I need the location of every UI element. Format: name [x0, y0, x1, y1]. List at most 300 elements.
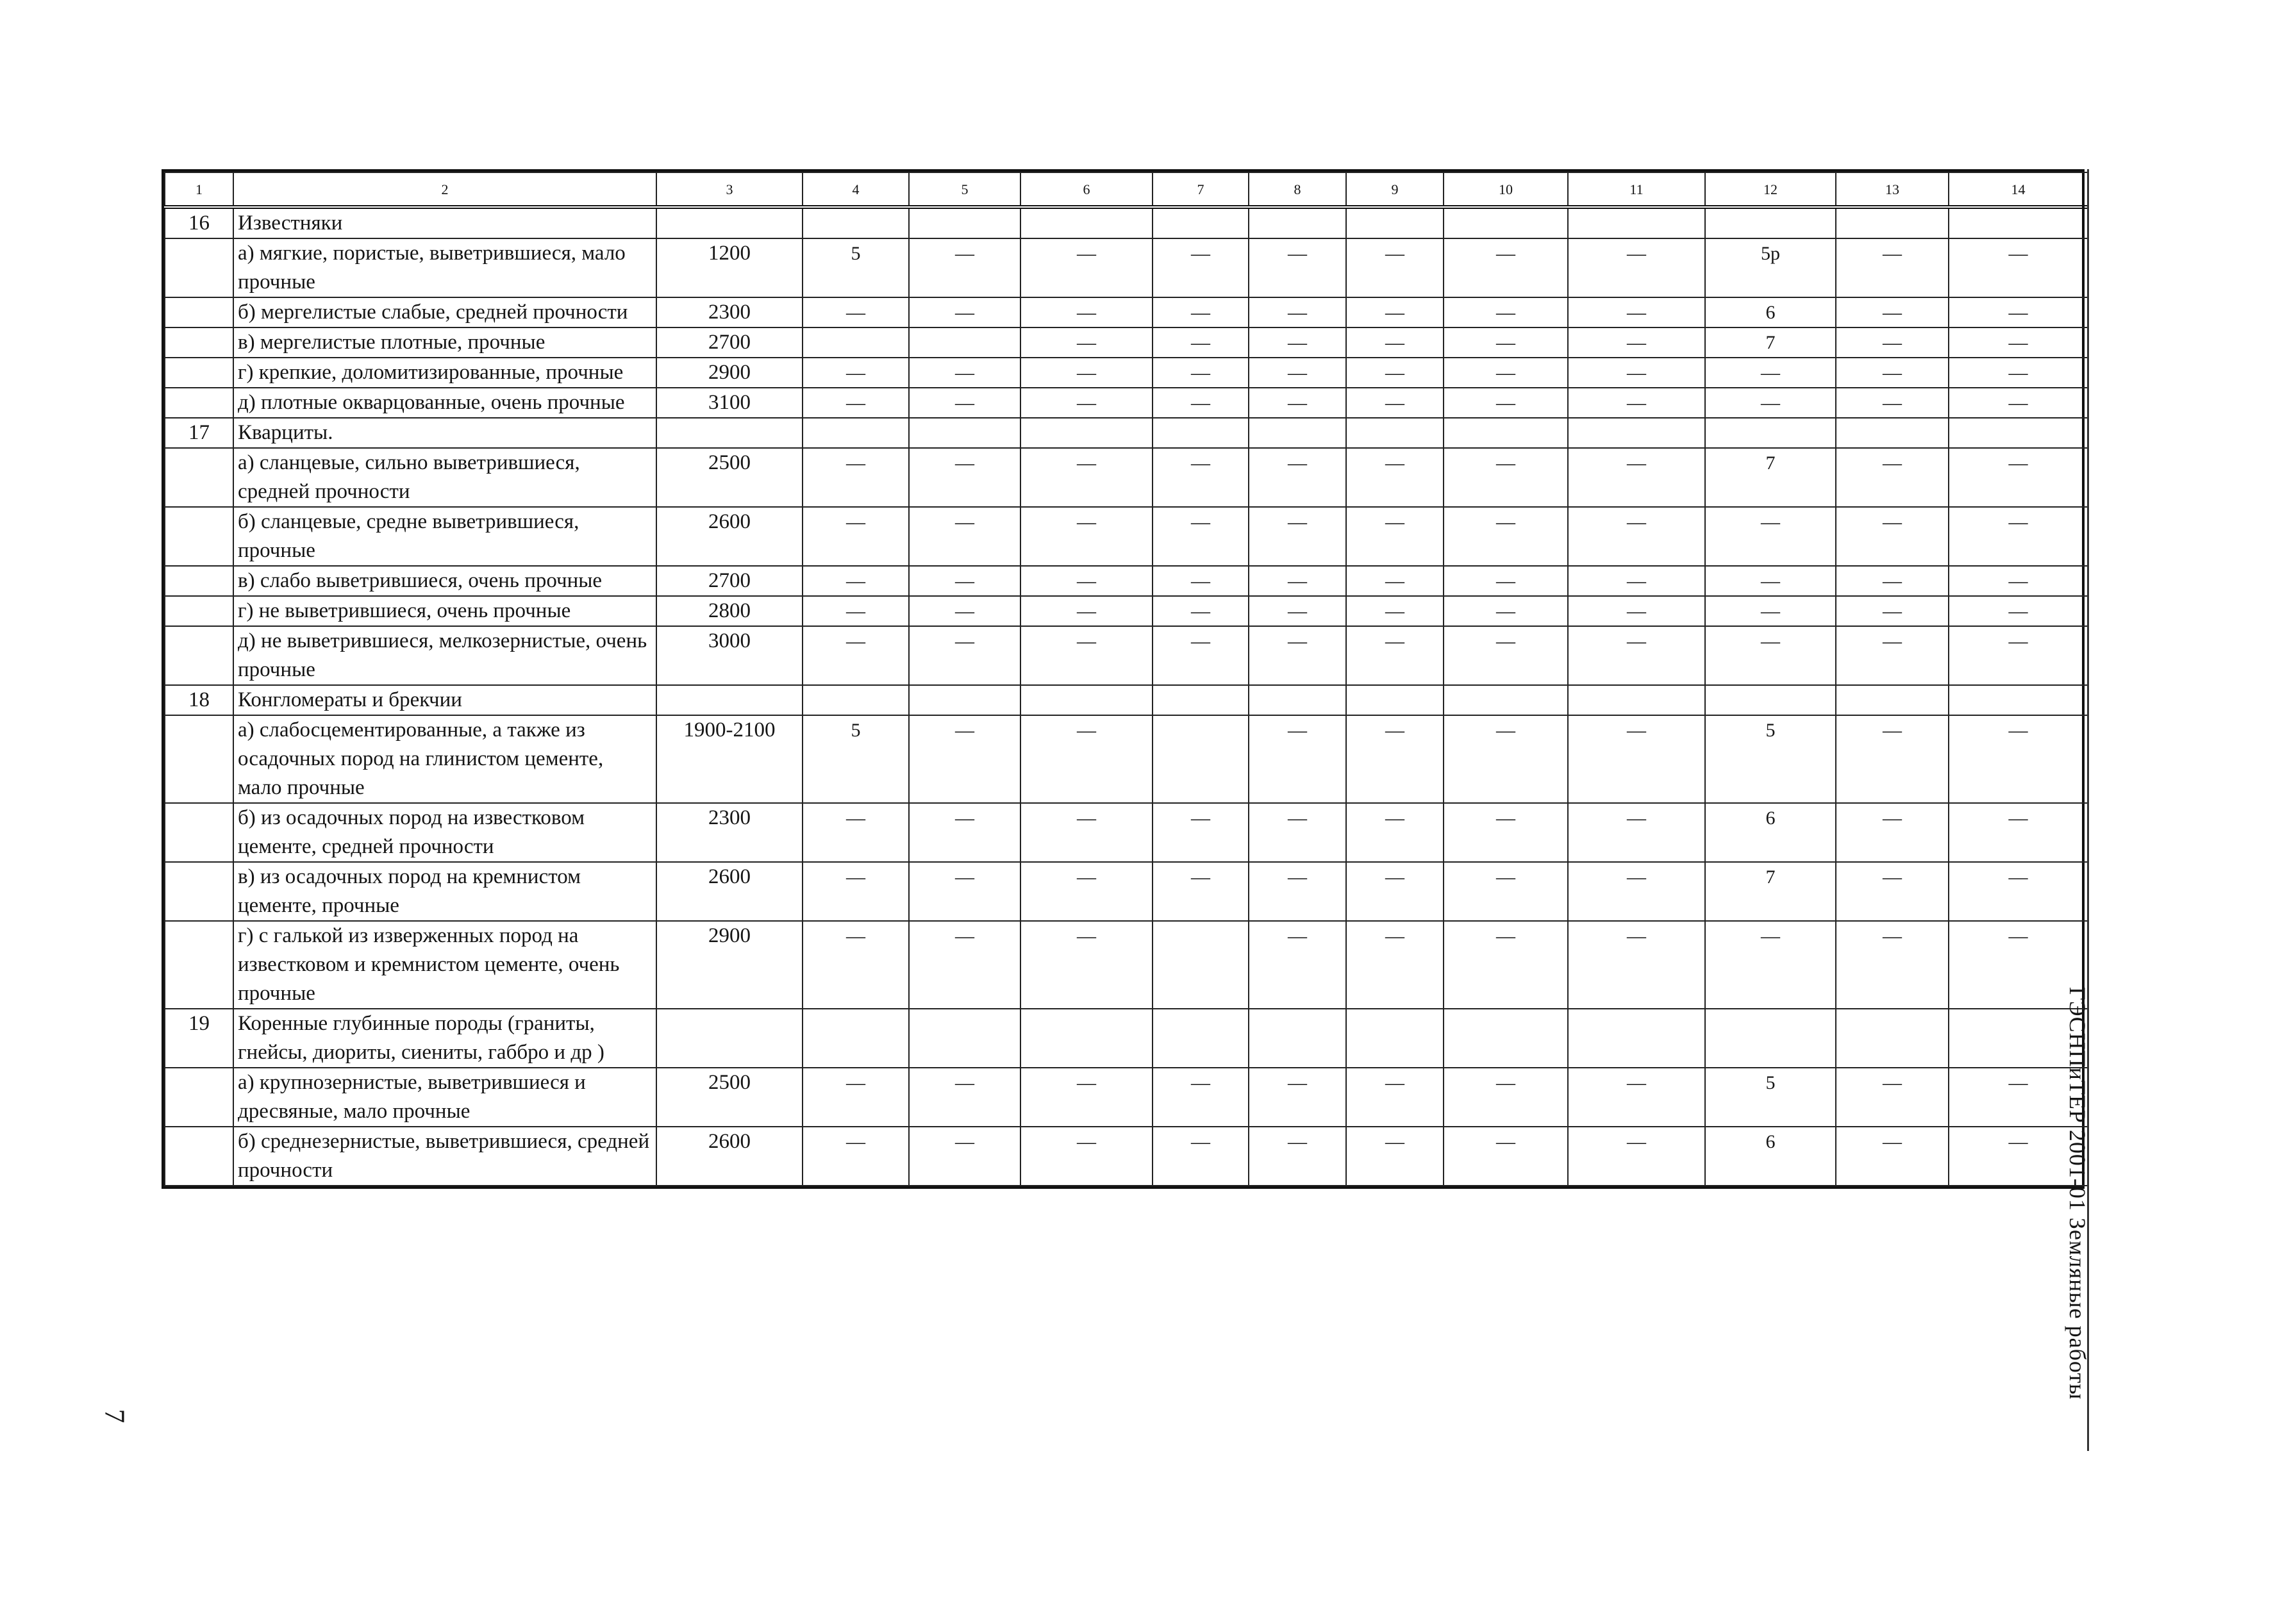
group-cell-col-4: —	[803, 862, 909, 921]
group-cell-col-14	[1949, 418, 2088, 448]
group-cell-col-4	[803, 1009, 909, 1068]
group-cell-col-10: —	[1444, 358, 1568, 388]
group-cell-col-4: —	[803, 358, 909, 388]
group-cell-col-7	[1153, 921, 1249, 1009]
group-cell-col-6: —	[1020, 388, 1153, 418]
group-cell-col-11: —	[1568, 448, 1705, 507]
group-cell-col-12	[1705, 418, 1836, 448]
rock-description: б) мергелистые слабые, средней прочности	[233, 297, 656, 327]
rock-description: а) сланцевые, сильно выветрившиеся, средней прочности	[233, 448, 656, 507]
density-value: 2700	[656, 566, 803, 596]
group-cell-col-14	[1949, 685, 2088, 715]
group-cell-col-13: —	[1836, 327, 1949, 358]
group-cell-col-10: —	[1444, 715, 1568, 803]
rock-description: а) мягкие, пористые, выветрившиеся, мало прочные	[233, 238, 656, 297]
density-value	[656, 685, 803, 715]
group-cell-col-11: —	[1568, 297, 1705, 327]
rock-description: а) слабосцементированные, а также из осадочных пород на глинистом цементе, мало прочные	[233, 715, 656, 803]
row-number	[165, 388, 233, 418]
group-cell-col-7: —	[1153, 596, 1249, 626]
table-row	[165, 327, 2088, 358]
group-cell-col-7	[1153, 418, 1249, 448]
group-cell-col-9: —	[1346, 596, 1444, 626]
group-cell-col-8: —	[1249, 297, 1346, 327]
column-header-14: 14	[1949, 172, 2088, 207]
group-cell-col-4	[803, 207, 909, 238]
group-cell-col-6: —	[1020, 238, 1153, 297]
group-cell-col-12: 5	[1705, 715, 1836, 803]
group-cell-col-7	[1153, 715, 1249, 803]
table-row	[165, 388, 2088, 418]
rock-description: д) плотные окварцованные, очень прочные	[233, 388, 656, 418]
group-cell-col-12: 6	[1705, 803, 1836, 862]
table-row	[165, 566, 2088, 596]
rock-description: г) крепкие, доломитизированные, прочные	[233, 358, 656, 388]
group-cell-col-4	[803, 418, 909, 448]
group-cell-col-6: —	[1020, 596, 1153, 626]
group-cell-col-13: —	[1836, 507, 1949, 566]
group-cell-col-13: —	[1836, 803, 1949, 862]
rock-description: г) с галькой из изверженных пород на известковом и кремнистом цементе, очень прочные	[233, 921, 656, 1009]
group-cell-col-12: —	[1705, 358, 1836, 388]
group-cell-col-13: —	[1836, 596, 1949, 626]
group-cell-col-8: —	[1249, 238, 1346, 297]
group-cell-col-12: —	[1705, 566, 1836, 596]
row-number: 18	[165, 685, 233, 715]
group-cell-col-6: —	[1020, 327, 1153, 358]
group-cell-col-4	[803, 685, 909, 715]
group-cell-col-4: —	[803, 388, 909, 418]
density-value: 2300	[656, 297, 803, 327]
table-row	[165, 685, 2088, 715]
row-number: 16	[165, 207, 233, 238]
group-cell-col-6	[1020, 418, 1153, 448]
density-value: 2700	[656, 327, 803, 358]
row-number	[165, 1068, 233, 1127]
table-body	[165, 207, 2088, 1186]
group-cell-col-10: —	[1444, 297, 1568, 327]
row-number	[165, 566, 233, 596]
group-cell-col-7: —	[1153, 803, 1249, 862]
group-cell-col-10	[1444, 1009, 1568, 1068]
group-cell-col-7: —	[1153, 862, 1249, 921]
group-cell-col-13: —	[1836, 238, 1949, 297]
density-value: 2600	[656, 507, 803, 566]
group-cell-col-14: —	[1949, 388, 2088, 418]
group-cell-col-12: 6	[1705, 297, 1836, 327]
group-cell-col-5: —	[909, 388, 1020, 418]
density-value	[656, 1009, 803, 1068]
group-cell-col-4: —	[803, 803, 909, 862]
column-header-12: 12	[1705, 172, 1836, 207]
row-number	[165, 921, 233, 1009]
row-number	[165, 862, 233, 921]
row-number	[165, 238, 233, 297]
group-cell-col-11	[1568, 1009, 1705, 1068]
group-cell-col-7: —	[1153, 1127, 1249, 1186]
table-row	[165, 1068, 2088, 1127]
group-cell-col-10: —	[1444, 862, 1568, 921]
group-cell-col-12	[1705, 1009, 1836, 1068]
column-header-1: 1	[165, 172, 233, 207]
group-cell-col-12	[1705, 685, 1836, 715]
rock-description: г) не выветрившиеся, очень прочные	[233, 596, 656, 626]
table-row	[165, 507, 2088, 566]
density-value: 2600	[656, 1127, 803, 1186]
group-cell-col-8: —	[1249, 327, 1346, 358]
group-cell-col-4: 5	[803, 715, 909, 803]
group-cell-col-5	[909, 1009, 1020, 1068]
group-cell-col-8: —	[1249, 566, 1346, 596]
group-cell-col-6: —	[1020, 358, 1153, 388]
group-cell-col-6: —	[1020, 1127, 1153, 1186]
group-cell-col-5	[909, 685, 1020, 715]
group-cell-col-6	[1020, 685, 1153, 715]
column-header-13: 13	[1836, 172, 1949, 207]
group-cell-col-6: —	[1020, 566, 1153, 596]
group-cell-col-8: —	[1249, 626, 1346, 685]
group-cell-col-8: —	[1249, 1068, 1346, 1127]
group-cell-col-14: —	[1949, 448, 2088, 507]
group-cell-col-12: 5	[1705, 1068, 1836, 1127]
group-cell-col-11: —	[1568, 507, 1705, 566]
group-cell-col-13: —	[1836, 297, 1949, 327]
density-value: 2900	[656, 358, 803, 388]
group-cell-col-8: —	[1249, 803, 1346, 862]
group-cell-col-6	[1020, 1009, 1153, 1068]
group-cell-col-9	[1346, 685, 1444, 715]
density-value	[656, 207, 803, 238]
group-cell-col-4: —	[803, 626, 909, 685]
group-cell-col-11: —	[1568, 566, 1705, 596]
row-number: 17	[165, 418, 233, 448]
group-cell-col-5: —	[909, 715, 1020, 803]
group-cell-col-9	[1346, 418, 1444, 448]
group-cell-col-11: —	[1568, 803, 1705, 862]
group-cell-col-5: —	[909, 921, 1020, 1009]
group-cell-col-11: —	[1568, 626, 1705, 685]
table-row	[165, 297, 2088, 327]
group-cell-col-10	[1444, 418, 1568, 448]
table-row	[165, 626, 2088, 685]
group-cell-col-4: —	[803, 507, 909, 566]
group-cell-col-8: —	[1249, 358, 1346, 388]
group-cell-col-6: —	[1020, 626, 1153, 685]
table-row	[165, 803, 2088, 862]
group-cell-col-6: —	[1020, 1068, 1153, 1127]
group-cell-col-5: —	[909, 297, 1020, 327]
group-cell-col-11: —	[1568, 358, 1705, 388]
table-row	[165, 238, 2088, 297]
density-value	[656, 418, 803, 448]
group-cell-col-12: 7	[1705, 862, 1836, 921]
group-cell-col-13: —	[1836, 626, 1949, 685]
group-cell-col-9: —	[1346, 921, 1444, 1009]
group-cell-col-11: —	[1568, 715, 1705, 803]
group-cell-col-9: —	[1346, 388, 1444, 418]
group-cell-col-14: —	[1949, 862, 2088, 921]
group-cell-col-4: —	[803, 566, 909, 596]
group-cell-col-8	[1249, 207, 1346, 238]
group-cell-col-9: —	[1346, 358, 1444, 388]
density-value: 2300	[656, 803, 803, 862]
group-cell-col-14: —	[1949, 803, 2088, 862]
group-cell-col-9: —	[1346, 862, 1444, 921]
group-cell-col-7	[1153, 685, 1249, 715]
group-cell-col-4: —	[803, 1068, 909, 1127]
group-cell-col-10: —	[1444, 626, 1568, 685]
table-row	[165, 862, 2088, 921]
column-header-3: 3	[656, 172, 803, 207]
group-cell-col-5: —	[909, 1068, 1020, 1127]
group-cell-col-5: —	[909, 596, 1020, 626]
group-cell-col-10: —	[1444, 238, 1568, 297]
rock-description: Известняки	[233, 207, 656, 238]
group-cell-col-14: —	[1949, 596, 2088, 626]
group-cell-col-13: —	[1836, 862, 1949, 921]
rock-description: Коренные глубинные породы (граниты, гнейсы, диориты, сиениты, габбро и др )	[233, 1009, 656, 1068]
group-cell-col-14	[1949, 207, 2088, 238]
group-cell-col-6	[1020, 207, 1153, 238]
group-cell-col-13: —	[1836, 921, 1949, 1009]
group-cell-col-10	[1444, 685, 1568, 715]
group-cell-col-11	[1568, 418, 1705, 448]
group-cell-col-7: —	[1153, 297, 1249, 327]
group-cell-col-14: —	[1949, 358, 2088, 388]
row-number	[165, 448, 233, 507]
rock-description: б) из осадочных пород на известковом цементе, средней прочности	[233, 803, 656, 862]
group-cell-col-13: —	[1836, 358, 1949, 388]
rock-classification-table	[162, 169, 2085, 1189]
column-header-8: 8	[1249, 172, 1346, 207]
group-cell-col-12: —	[1705, 596, 1836, 626]
group-cell-col-6: —	[1020, 507, 1153, 566]
rock-description: в) мергелистые плотные, прочные	[233, 327, 656, 358]
table-row	[165, 207, 2088, 238]
density-value: 2500	[656, 448, 803, 507]
group-cell-col-5: —	[909, 566, 1020, 596]
group-cell-col-12: —	[1705, 921, 1836, 1009]
group-cell-col-11	[1568, 207, 1705, 238]
group-cell-col-4: —	[803, 596, 909, 626]
group-cell-col-6: —	[1020, 921, 1153, 1009]
group-cell-col-12: 6	[1705, 1127, 1836, 1186]
group-cell-col-9: —	[1346, 715, 1444, 803]
group-cell-col-5	[909, 207, 1020, 238]
group-cell-col-8: —	[1249, 507, 1346, 566]
group-cell-col-13: —	[1836, 1068, 1949, 1127]
column-header-7: 7	[1153, 172, 1249, 207]
group-cell-col-7: —	[1153, 358, 1249, 388]
group-cell-col-14: —	[1949, 507, 2088, 566]
group-cell-col-9: —	[1346, 507, 1444, 566]
group-cell-col-11: —	[1568, 238, 1705, 297]
table-row	[165, 418, 2088, 448]
group-cell-col-14: —	[1949, 715, 2088, 803]
group-cell-col-7: —	[1153, 448, 1249, 507]
rock-description: б) сланцевые, средне выветрившиеся, прочные	[233, 507, 656, 566]
group-cell-col-12: 7	[1705, 327, 1836, 358]
density-value: 3000	[656, 626, 803, 685]
group-cell-col-9: —	[1346, 626, 1444, 685]
group-cell-col-5: —	[909, 626, 1020, 685]
group-cell-col-10: —	[1444, 596, 1568, 626]
group-cell-col-14: —	[1949, 1127, 2088, 1186]
group-cell-col-5: —	[909, 1127, 1020, 1186]
rock-description: в) слабо выветрившиеся, очень прочные	[233, 566, 656, 596]
group-cell-col-10: —	[1444, 388, 1568, 418]
group-cell-col-5: —	[909, 803, 1020, 862]
table-row	[165, 715, 2088, 803]
group-cell-col-12	[1705, 207, 1836, 238]
table-row	[165, 1009, 2088, 1068]
group-cell-col-8	[1249, 418, 1346, 448]
group-cell-col-6: —	[1020, 862, 1153, 921]
group-cell-col-7: —	[1153, 507, 1249, 566]
group-cell-col-12: —	[1705, 507, 1836, 566]
group-cell-col-10	[1444, 207, 1568, 238]
group-cell-col-10: —	[1444, 507, 1568, 566]
data-grid	[164, 172, 2088, 1186]
row-number: 19	[165, 1009, 233, 1068]
side-title: ГЭСНПиТЕР 2001-01 Земляные работы	[2065, 987, 2090, 1400]
group-cell-col-4: 5	[803, 238, 909, 297]
group-cell-col-8: —	[1249, 715, 1346, 803]
group-cell-col-13: —	[1836, 388, 1949, 418]
group-cell-col-8: —	[1249, 1127, 1346, 1186]
row-number	[165, 507, 233, 566]
group-cell-col-7: —	[1153, 238, 1249, 297]
row-number	[165, 1127, 233, 1186]
group-cell-col-6: —	[1020, 448, 1153, 507]
group-cell-col-9: —	[1346, 448, 1444, 507]
group-cell-col-7	[1153, 207, 1249, 238]
group-cell-col-13	[1836, 418, 1949, 448]
density-value: 2500	[656, 1068, 803, 1127]
group-cell-col-13: —	[1836, 566, 1949, 596]
row-number	[165, 358, 233, 388]
group-cell-col-12: 7	[1705, 448, 1836, 507]
page-number: 7	[99, 1409, 131, 1423]
group-cell-col-10: —	[1444, 327, 1568, 358]
group-cell-col-11: —	[1568, 1127, 1705, 1186]
row-number	[165, 297, 233, 327]
group-cell-col-11: —	[1568, 921, 1705, 1009]
group-cell-col-8: —	[1249, 388, 1346, 418]
group-cell-col-14: —	[1949, 566, 2088, 596]
group-cell-col-9: —	[1346, 1127, 1444, 1186]
group-cell-col-12: —	[1705, 388, 1836, 418]
rock-description: Конгломераты и брекчии	[233, 685, 656, 715]
group-cell-col-10: —	[1444, 803, 1568, 862]
group-cell-col-13: —	[1836, 1127, 1949, 1186]
group-cell-col-11: —	[1568, 327, 1705, 358]
group-cell-col-4: —	[803, 1127, 909, 1186]
group-cell-col-4: —	[803, 448, 909, 507]
group-cell-col-14: —	[1949, 921, 2088, 1009]
group-cell-col-10: —	[1444, 448, 1568, 507]
group-cell-col-5: —	[909, 358, 1020, 388]
group-cell-col-13	[1836, 207, 1949, 238]
group-cell-col-7: —	[1153, 327, 1249, 358]
group-cell-col-6: —	[1020, 803, 1153, 862]
group-cell-col-7: —	[1153, 626, 1249, 685]
group-cell-col-13: —	[1836, 448, 1949, 507]
rock-description: д) не выветрившиеся, мелкозернистые, очень прочные	[233, 626, 656, 685]
density-value: 2600	[656, 862, 803, 921]
group-cell-col-7: —	[1153, 388, 1249, 418]
group-cell-col-14: —	[1949, 626, 2088, 685]
header-row	[165, 172, 2088, 207]
group-cell-col-14: —	[1949, 238, 2088, 297]
row-number	[165, 626, 233, 685]
table-row	[165, 448, 2088, 507]
group-cell-col-8: —	[1249, 596, 1346, 626]
group-cell-col-10: —	[1444, 1068, 1568, 1127]
group-cell-col-9: —	[1346, 297, 1444, 327]
density-value: 2800	[656, 596, 803, 626]
group-cell-col-10: —	[1444, 566, 1568, 596]
group-cell-col-14: —	[1949, 1068, 2088, 1127]
table-row	[165, 921, 2088, 1009]
row-number	[165, 596, 233, 626]
group-cell-col-11: —	[1568, 1068, 1705, 1127]
column-header-10: 10	[1444, 172, 1568, 207]
rock-description: Кварциты.	[233, 418, 656, 448]
group-cell-col-8: —	[1249, 448, 1346, 507]
column-header-9: 9	[1346, 172, 1444, 207]
group-cell-col-9: —	[1346, 803, 1444, 862]
rock-description: б) среднезернистые, выветрившиеся, средней прочности	[233, 1127, 656, 1186]
group-cell-col-10: —	[1444, 921, 1568, 1009]
group-cell-col-9	[1346, 207, 1444, 238]
group-cell-col-11: —	[1568, 862, 1705, 921]
group-cell-col-5	[909, 327, 1020, 358]
rock-description: в) из осадочных пород на кремнистом цементе, прочные	[233, 862, 656, 921]
column-header-11: 11	[1568, 172, 1705, 207]
group-cell-col-9: —	[1346, 327, 1444, 358]
group-cell-col-9: —	[1346, 1068, 1444, 1127]
table-row	[165, 1127, 2088, 1186]
density-value: 3100	[656, 388, 803, 418]
group-cell-col-14: —	[1949, 327, 2088, 358]
group-cell-col-4: —	[803, 921, 909, 1009]
group-cell-col-5: —	[909, 448, 1020, 507]
group-cell-col-6: —	[1020, 297, 1153, 327]
column-header-2: 2	[233, 172, 656, 207]
group-cell-col-9: —	[1346, 238, 1444, 297]
group-cell-col-4: —	[803, 297, 909, 327]
group-cell-col-14: —	[1949, 297, 2088, 327]
density-value: 1200	[656, 238, 803, 297]
group-cell-col-13: —	[1836, 715, 1949, 803]
row-number	[165, 327, 233, 358]
group-cell-col-13	[1836, 685, 1949, 715]
group-cell-col-8	[1249, 685, 1346, 715]
group-cell-col-4	[803, 327, 909, 358]
row-number	[165, 715, 233, 803]
density-value: 1900-2100	[656, 715, 803, 803]
group-cell-col-8: —	[1249, 921, 1346, 1009]
column-header-5: 5	[909, 172, 1020, 207]
table-row	[165, 358, 2088, 388]
density-value: 2900	[656, 921, 803, 1009]
group-cell-col-13	[1836, 1009, 1949, 1068]
group-cell-col-5: —	[909, 862, 1020, 921]
column-header-4: 4	[803, 172, 909, 207]
group-cell-col-7: —	[1153, 1068, 1249, 1127]
group-cell-col-7: —	[1153, 566, 1249, 596]
